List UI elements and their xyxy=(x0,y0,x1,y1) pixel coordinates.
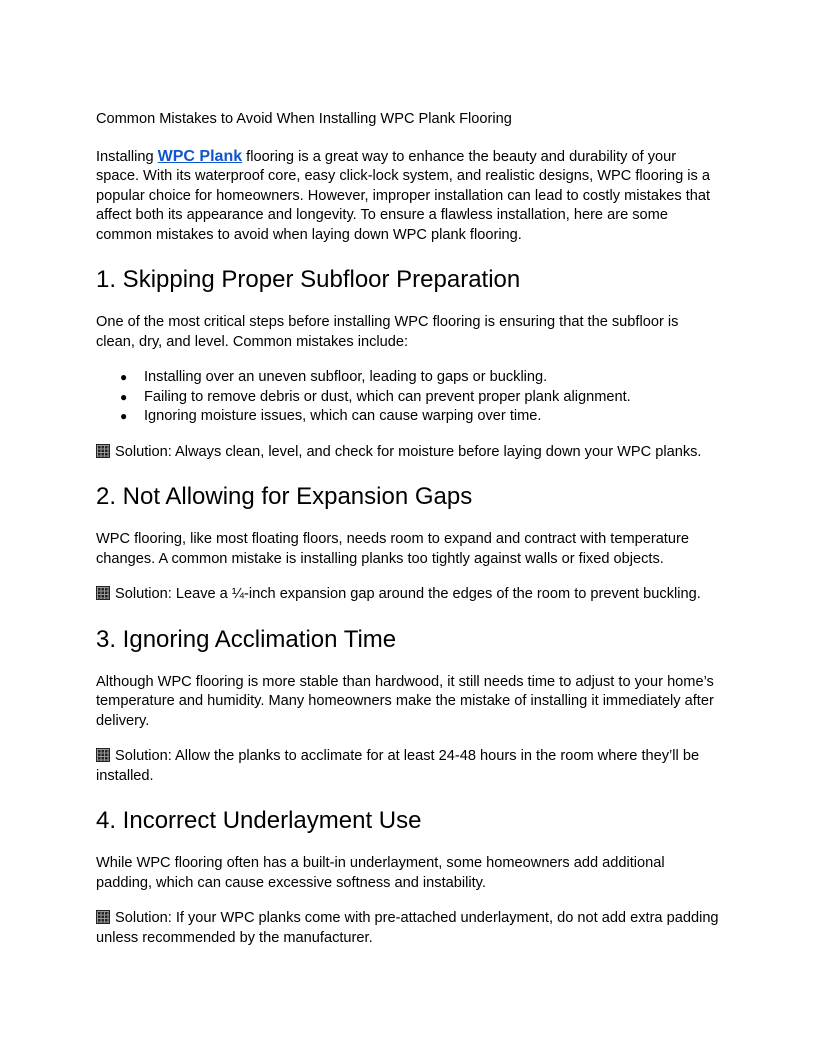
intro-suffix: flooring is a great way to enhance the beauty and durability of your space. With its waterproof core, easy click-lock system, and realistic designs, WPC flooring is a popular choice for homeowners. However, improper installation can lead to costly mistakes that affect both its appearance and longevity. To ensure a flawless installation, here are some common mistakes to avoid when laying down WPC plank flooring. xyxy=(96,148,711,243)
intro-paragraph xyxy=(96,147,720,246)
list-item xyxy=(120,388,720,408)
solution-grid-icon xyxy=(96,586,110,600)
solution-line xyxy=(96,909,720,948)
section-heading: 2. Not Allowing for Expansion Gaps xyxy=(96,483,473,510)
solution-grid-icon xyxy=(96,748,110,762)
bullet-icon: ● xyxy=(120,409,128,423)
solution-line xyxy=(96,443,720,463)
list-item xyxy=(120,407,720,427)
section-body: One of the most critical steps before installing WPC flooring is ensuring that the subfloor is clean, dry, and level. Common mistakes include: xyxy=(96,314,679,350)
section-heading: 4. Incorrect Underlayment Use xyxy=(96,807,422,834)
wpc-plank-link[interactable]: WPC Plank xyxy=(157,147,243,165)
section-subfloor xyxy=(96,265,720,462)
intro-prefix: Installing xyxy=(96,148,158,165)
document-page xyxy=(96,110,720,968)
solution-text: Solution: Allow the planks to acclimate for at least 24-48 hours in the room where they’ll be installed. xyxy=(96,748,700,784)
solution-text: Solution: If your WPC planks come with pre-attached underlayment, do not add extra padding unless recommended by the manufacturer. xyxy=(96,910,719,946)
section-acclimation xyxy=(96,625,720,787)
section-heading: 3. Ignoring Acclimation Time xyxy=(96,625,397,653)
list-item-text: Installing over an uneven subfloor, leading to gaps or buckling. xyxy=(144,369,548,385)
solution-grid-icon xyxy=(96,910,110,924)
document-title: Common Mistakes to Avoid When Installing WPC Plank Flooring xyxy=(96,111,512,127)
section-expansion-gaps xyxy=(96,482,720,605)
solution-text: Solution: Leave a ¼-inch expansion gap around the edges of the room to prevent buckling. xyxy=(115,586,701,602)
section-body: WPC flooring, like most floating floors, needs room to expand and contract with temperature changes. A common mistake is installing planks too tightly against walls or fixed objects. xyxy=(96,531,689,567)
solution-line xyxy=(96,747,720,786)
solution-text: Solution: Always clean, level, and check for moisture before laying down your WPC planks. xyxy=(115,443,702,460)
list-item-text: Ignoring moisture issues, which can cause warping over time. xyxy=(144,408,542,424)
list-item xyxy=(120,368,720,388)
list-item-text: Failing to remove debris or dust, which can prevent proper plank alignment. xyxy=(144,388,631,405)
section-body: Although WPC flooring is more stable than hardwood, it still needs time to adjust to your home’s temperature and humidity. Many homeowners make the mistake of installing it immediately after delivery. xyxy=(96,673,714,729)
bullet-icon: ● xyxy=(120,389,128,404)
section-body: While WPC flooring often has a built-in underlayment, some homeowners add additional padding, which can cause excessive softness and instability. xyxy=(96,855,665,891)
section-heading: 1. Skipping Proper Subfloor Preparation xyxy=(96,266,521,293)
section-underlayment xyxy=(96,806,720,948)
mistakes-list xyxy=(96,368,720,427)
solution-grid-icon xyxy=(96,444,110,458)
solution-line xyxy=(96,585,720,605)
bullet-icon: ● xyxy=(120,370,128,384)
